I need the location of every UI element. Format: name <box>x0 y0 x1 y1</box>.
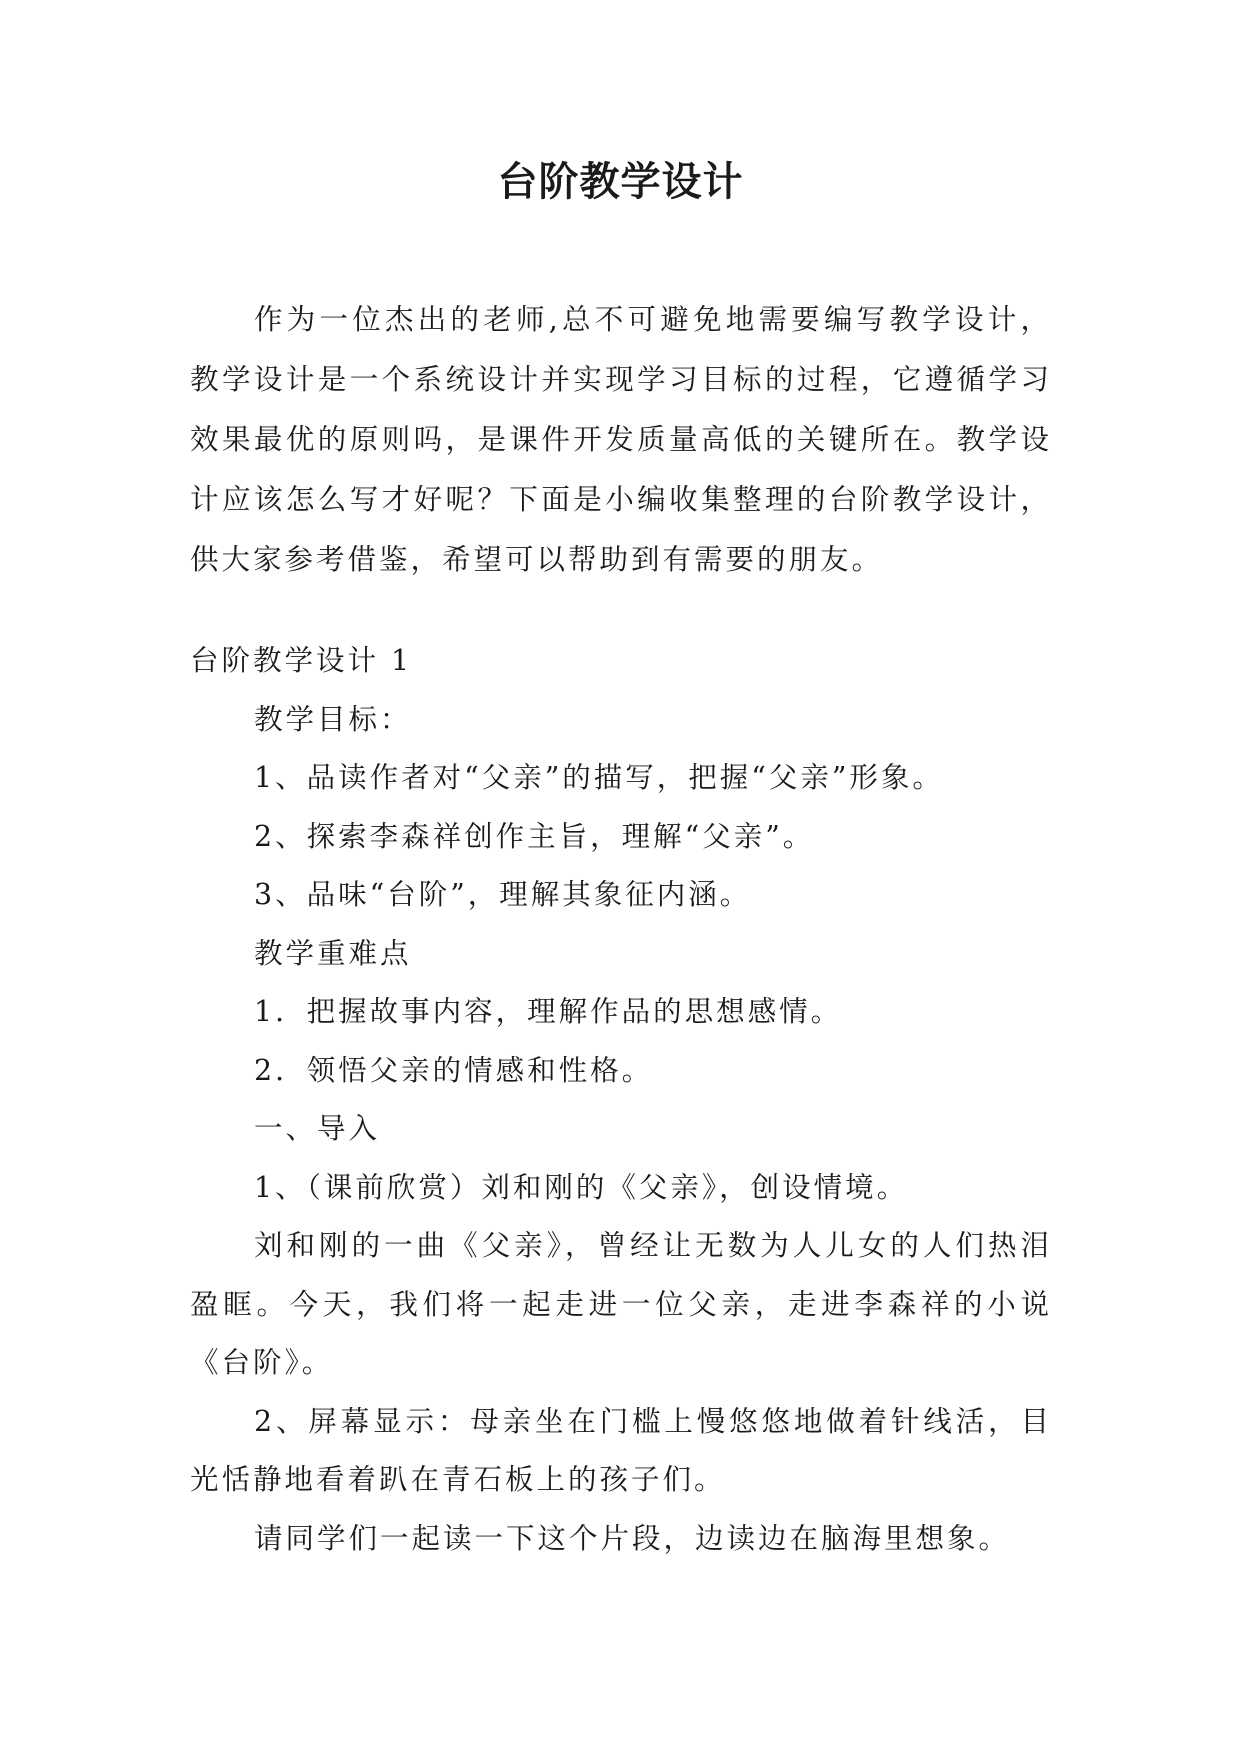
document-title: 台阶教学设计 <box>497 159 744 205</box>
paragraph-objective-3: 3、品味“台阶”，理解其象征内涵。 <box>254 878 752 911</box>
paragraph-keypoint-2: 2．领悟父亲的情感和性格。 <box>254 1053 654 1087</box>
paragraph-objective-1: 1、品读作者对“父亲”的描写，把握“父亲”形象。 <box>254 761 944 794</box>
paragraph-reading-task: 请同学们一起读一下这个片段，边读边在脑海里想象。 <box>254 1521 1011 1555</box>
paragraph-keypoints-heading: 教学重难点 <box>254 936 412 970</box>
paragraph-objectives-heading: 教学目标： <box>254 702 412 736</box>
paragraph-keypoint-1: 1．把握故事内容，理解作品的思想感情。 <box>254 995 843 1028</box>
lesson-section <box>190 632 1052 1568</box>
paragraph-intro-step-1: 1、（课前欣赏）刘和刚的《父亲》，创设情境。 <box>254 1170 909 1204</box>
paragraph-intro-text: 刘和刚的一曲《父亲》，曾经让无数为人儿女的人们热泪盈眶。今天，我们将一起走进一位父亲，走进李森祥的小说《台阶》。 <box>190 1229 1052 1379</box>
paragraph-intro-heading: 一、导入 <box>254 1112 381 1145</box>
intro-paragraph: 作为一位杰出的老师,总不可避免地需要编写教学设计，教学设计是一个系统设计并实现学习目标的过程，它遵循学习效果最优的原则吗，是课件开发质量高低的关键所在。教学设计应该怎么写才好呢？下面是小编收集整理的台阶教学设计，供大家参考借鉴，希望可以帮助到有需要的朋友。 <box>190 303 1052 576</box>
paragraph-intro-step-2: 2、屏幕显示：母亲坐在门槛上慢悠悠地做着针线活，目光恬静地看着趴在青石板上的孩子们。 <box>190 1404 1052 1496</box>
paragraph-objective-2: 2、探索李森祥创作主旨，理解“父亲”。 <box>254 819 815 853</box>
section-heading: 台阶教学设计 1 <box>190 644 413 677</box>
